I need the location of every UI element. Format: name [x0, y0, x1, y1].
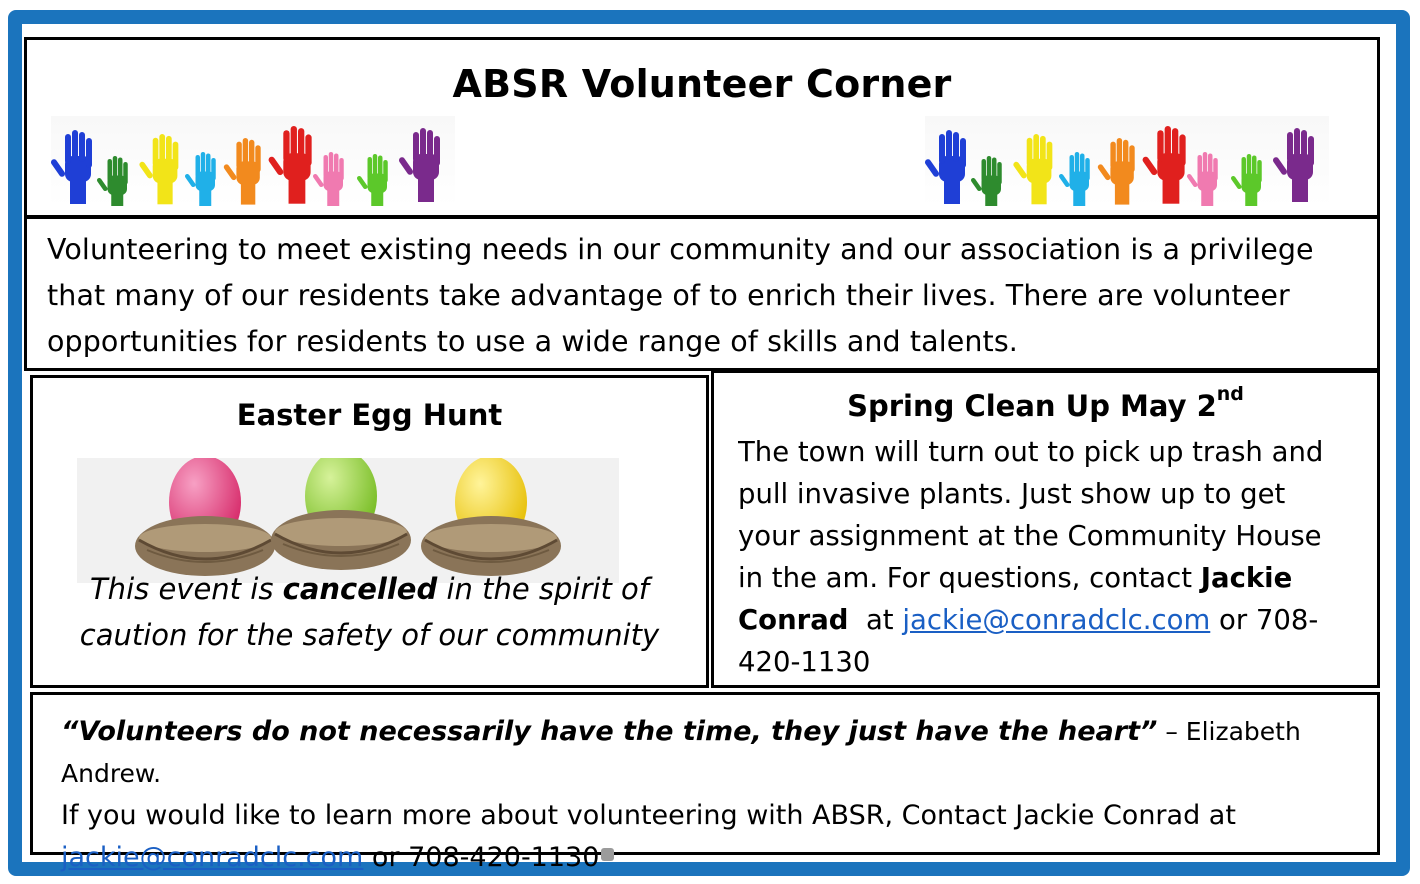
easter-cancel-notice — [33, 566, 706, 658]
spring-title-sup: nd — [1216, 383, 1244, 405]
hand-shape — [267, 126, 311, 204]
spring-body — [738, 431, 1347, 679]
raised-hands-icon — [925, 116, 1329, 206]
hand-shape — [1186, 152, 1218, 206]
inline-comment-icon[interactable] — [601, 848, 614, 861]
hand-shape — [1097, 138, 1135, 205]
raised-hands-banner-right — [925, 116, 1329, 206]
header-box — [24, 37, 1380, 218]
contact-name: Jackie Conrad — [738, 562, 1293, 636]
easter-egg-hunt-box — [30, 375, 709, 688]
easter-title: Easter Egg Hunt — [236, 398, 503, 432]
quote-text: “Volunteers do not necessarily have the time, they just have the heart” — [61, 716, 1158, 747]
intro-box — [24, 216, 1380, 371]
hand-shape — [1058, 152, 1090, 206]
spring-phone: or 708-420-1130 — [738, 604, 1319, 678]
quote-phone: or 708-420-1130 — [363, 842, 600, 873]
cancelled-emphasis: cancelled — [282, 572, 438, 606]
hand-shape — [312, 152, 344, 206]
eggs-icon — [77, 458, 619, 583]
eggs-in-nests-photo — [77, 458, 619, 583]
spring-title — [714, 383, 1377, 423]
hand-shape — [356, 154, 388, 206]
hand-shape — [925, 130, 966, 204]
easter-text-after: in the spirit of caution for the safety of our community — [79, 572, 660, 652]
hand-shape — [223, 138, 261, 205]
spring-email-link[interactable]: jackie@conradclc.com — [902, 604, 1211, 636]
spring-body-text: The town will turn out to pick up trash and pull invasive plants. Just show up to get your assignment at the Community House in the am. For questions, contact — [738, 436, 1324, 594]
spring-clean-up-box — [711, 370, 1380, 688]
hand-shape — [1012, 134, 1052, 204]
hand-shape — [398, 128, 440, 202]
raised-hands-icon — [51, 116, 455, 206]
hand-shape — [51, 130, 92, 204]
hand-shape — [184, 152, 216, 206]
hand-shape — [1272, 128, 1314, 202]
hand-shape — [138, 134, 178, 204]
page-title: ABSR Volunteer Corner — [452, 62, 952, 106]
quote-author: – Elizabeth Andrew. — [61, 717, 1301, 788]
quote-email-link[interactable]: jackie@conradclc.com — [61, 842, 364, 873]
hand-shape — [96, 156, 128, 206]
spring-at: at — [848, 604, 903, 636]
learn-more-text: If you would like to learn more about volunteering with ABSR, Contact Jackie Conrad at — [61, 800, 1236, 831]
easter-text-before: This event is — [89, 572, 283, 606]
hand-shape — [1230, 154, 1262, 206]
spring-title-text: Spring Clean Up May 2 — [847, 389, 1217, 423]
raised-hands-banner-left — [51, 116, 455, 206]
hand-shape — [1141, 126, 1185, 204]
quote-box — [30, 692, 1380, 873]
quote-body — [61, 711, 1347, 879]
hand-shape — [970, 156, 1002, 206]
intro-text: Volunteering to meet existing needs in our community and our association is a privilege that many of our residents take advantage of to enrich their lives. There are volunteer opportunities for residents to use a wide range of skills and talents. — [47, 233, 1314, 358]
